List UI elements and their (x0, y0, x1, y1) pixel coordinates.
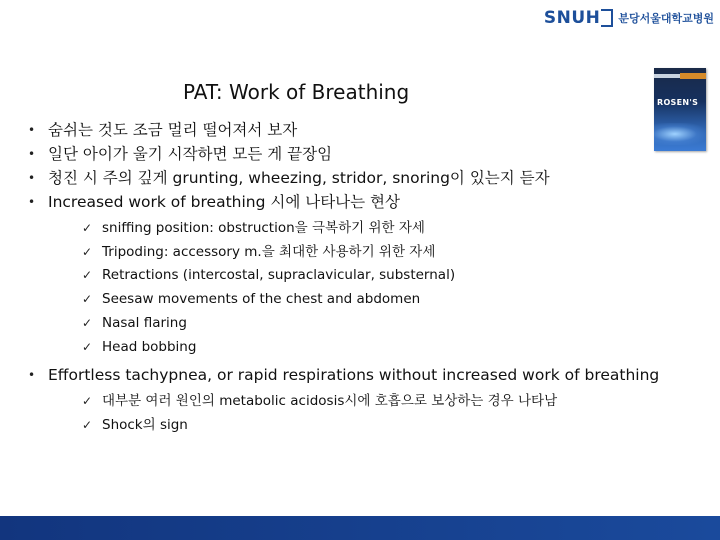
sub-bullet-text: 대부분 여러 원인의 metabolic acidosis시에 호흡으로 보상하는 경우 나타남 (102, 393, 558, 410)
checkmark-icon: ✓ (82, 244, 93, 259)
bullet-item (26, 166, 716, 190)
bullet-icon: • (28, 147, 36, 161)
slide-title: PAT: Work of Breathing (183, 80, 410, 104)
checkmark-icon: ✓ (82, 221, 93, 235)
bullet-item (26, 190, 716, 359)
sub-bullet-item (78, 336, 716, 360)
bullet-item (26, 118, 716, 142)
checkmark-icon: ✓ (82, 339, 93, 354)
bullet-icon: • (28, 195, 36, 209)
sub-bullet-text: Tripoding: accessory m.을 최대한 사용하기 위한 자세 (102, 243, 436, 260)
bullet-list (26, 118, 716, 442)
logo-subtitle: 분당서울대학교병원 (618, 12, 714, 25)
bullet-text: 청진 시 주의 깊게 grunting, wheezing, stridor, snoring이 있는지 듣자 (48, 169, 550, 187)
bullet-text: 숨쉬는 것도 조금 멀리 떨어져서 보자 (48, 121, 298, 139)
checkmark-icon: ✓ (82, 394, 93, 409)
book-cover-accent (680, 73, 706, 79)
bullet-text: Increased work of breathing 시에 나타나는 현상 (48, 193, 401, 211)
sub-bullet-list (48, 390, 716, 437)
bullet-icon: • (28, 171, 36, 185)
sub-bullet-list (48, 217, 716, 359)
sub-bullet-text: Nasal flaring (102, 314, 187, 331)
bullet-icon: • (28, 123, 36, 137)
sub-bullet-text: Seesaw movements of the chest and abdomen (102, 291, 421, 308)
checkmark-icon: ✓ (82, 268, 93, 283)
bullet-icon: • (28, 368, 36, 383)
bullet-item (26, 142, 716, 166)
sub-bullet-item (78, 414, 716, 438)
sub-bullet-text: Shock의 sign (102, 416, 188, 433)
sub-bullet-item (78, 312, 716, 336)
sub-bullet-text: Head bobbing (102, 338, 197, 355)
bullet-text: 일단 아이가 울기 시작하면 모든 게 끝장임 (48, 145, 333, 163)
footer-bar (0, 516, 720, 540)
snuh-logo (544, 8, 714, 28)
checkmark-icon: ✓ (82, 315, 93, 330)
sub-bullet-item (78, 241, 716, 265)
sub-bullet-text: Retractions (intercostal, supraclavicular, substernal) (102, 267, 456, 284)
sub-bullet-item (78, 390, 716, 414)
book-cover-title: ROSEN'S (657, 98, 699, 107)
bullet-text: Effortless tachypnea, or rapid respirations without increased work of breathing (48, 366, 660, 385)
checkmark-icon: ✓ (82, 292, 93, 307)
sub-bullet-item (78, 288, 716, 312)
sub-bullet-item (78, 217, 716, 241)
bullet-item (26, 363, 716, 437)
logo-mark-icon (601, 9, 613, 27)
checkmark-icon: ✓ (82, 417, 93, 432)
logo-brand: SNUH (543, 8, 601, 28)
sub-bullet-text: sniffing position: obstruction을 극복하기 위한 자세 (102, 220, 425, 236)
sub-bullet-item (78, 264, 716, 288)
